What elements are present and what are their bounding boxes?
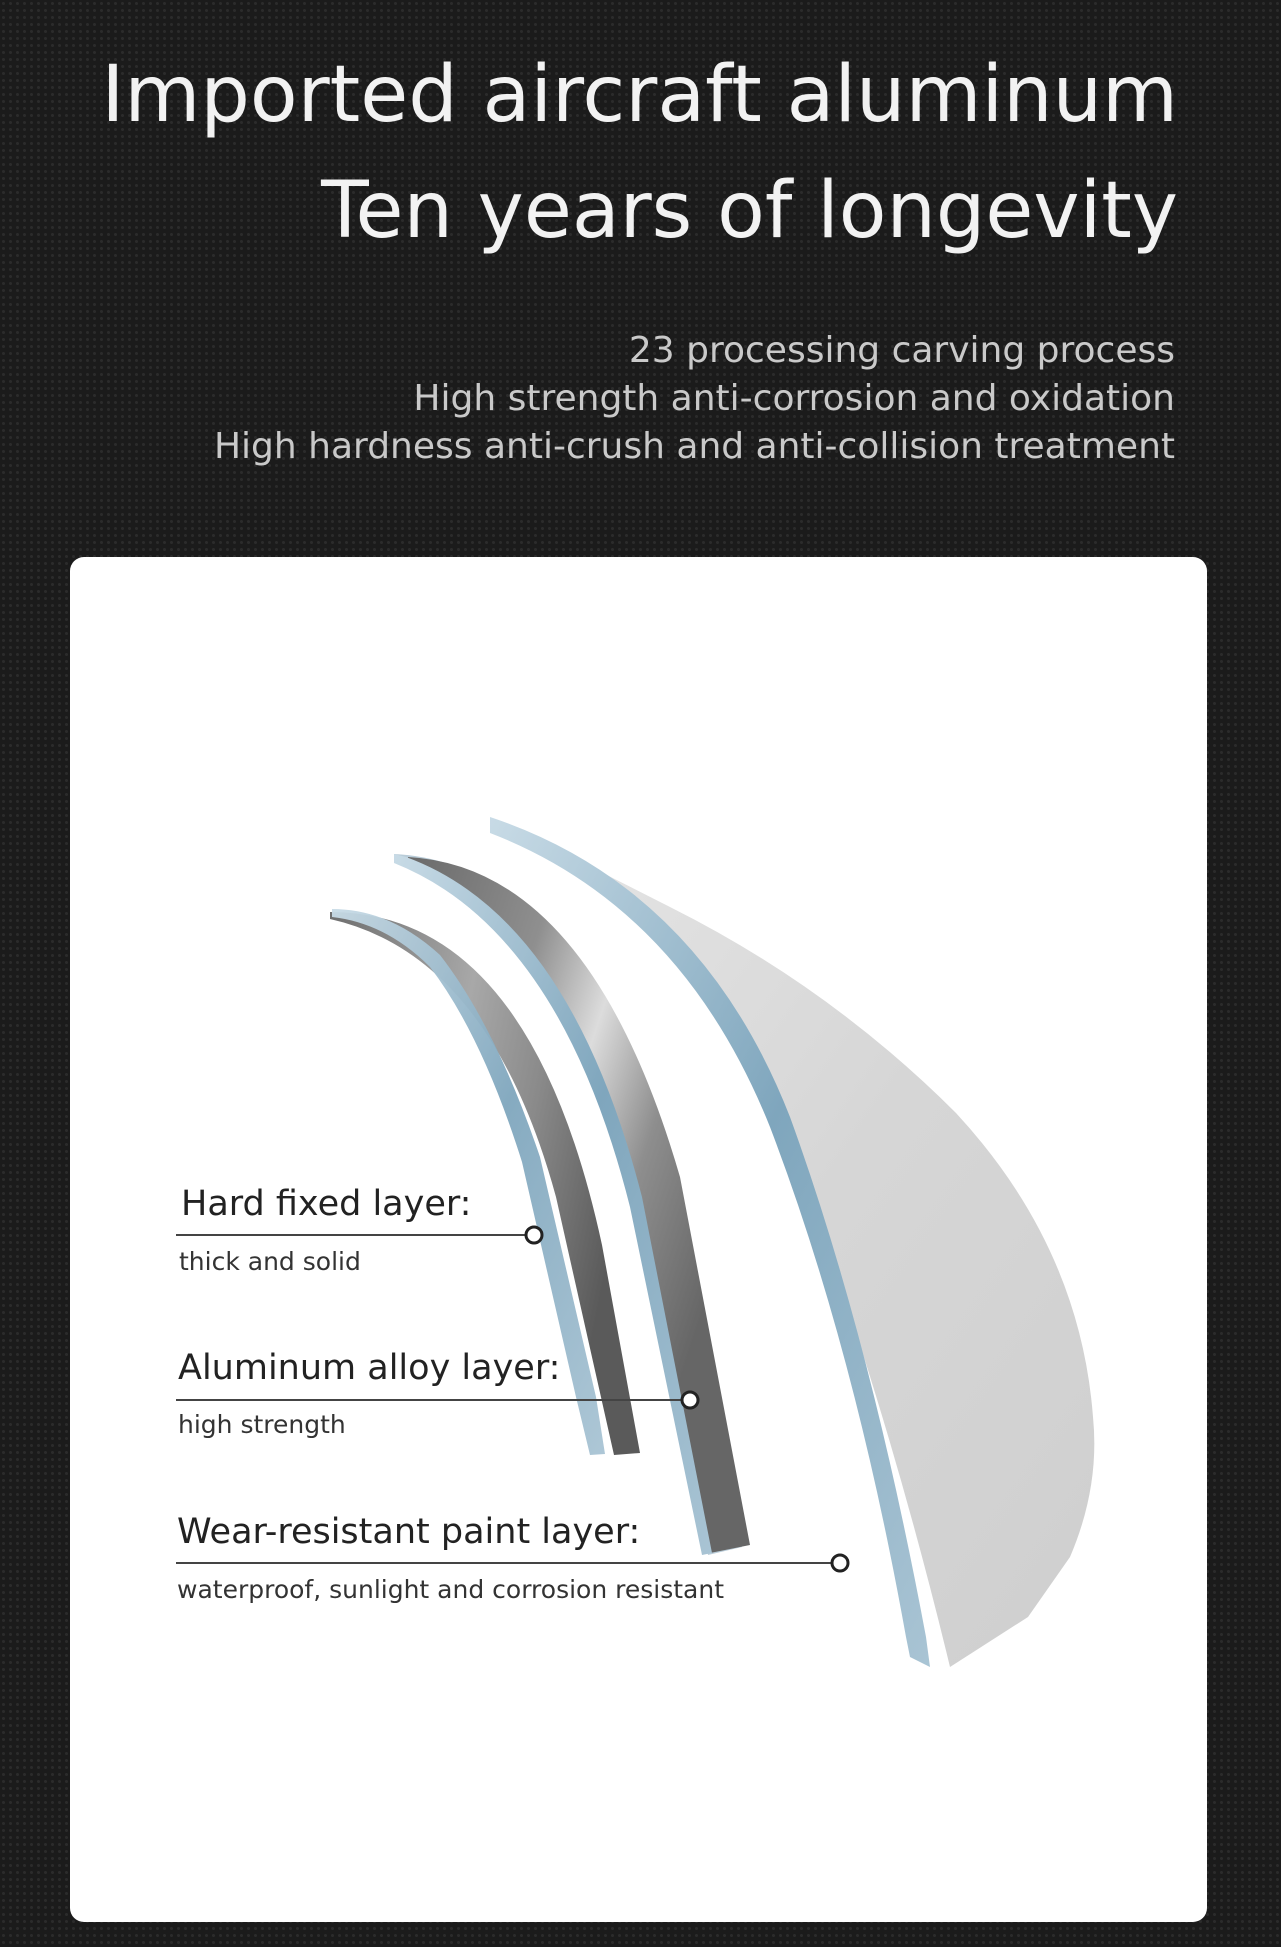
callout-connector-wear-resistant-paint — [176, 1555, 848, 1571]
layer-title-wear-resistant-paint: Wear-resistant paint layer: — [177, 1512, 641, 1552]
layer-title-hard-fixed: Hard fixed layer: — [181, 1184, 472, 1224]
layer-diagram-panel — [70, 557, 1207, 1922]
callout-connector-hard-fixed — [176, 1227, 542, 1243]
headline-line-1: Imported aircraft aluminum — [101, 50, 1178, 140]
feature-text-1: 23 processing carving process — [628, 330, 1175, 371]
feature-text-3: High hardness anti-crush and anti-collision treatment — [213, 426, 1175, 467]
headline-line-2: Ten years of longevity — [321, 166, 1178, 256]
layer-description-hard-fixed: thick and solid — [179, 1247, 361, 1276]
layer-cutaway-illustration — [70, 557, 1207, 1922]
layer-description-aluminum-alloy: high strength — [178, 1410, 346, 1439]
feature-text-2: High strength anti-corrosion and oxidation — [413, 378, 1175, 419]
layer-description-wear-resistant-paint: waterproof, sunlight and corrosion resistant — [177, 1575, 724, 1604]
layer-title-aluminum-alloy: Aluminum alloy layer: — [178, 1348, 561, 1388]
